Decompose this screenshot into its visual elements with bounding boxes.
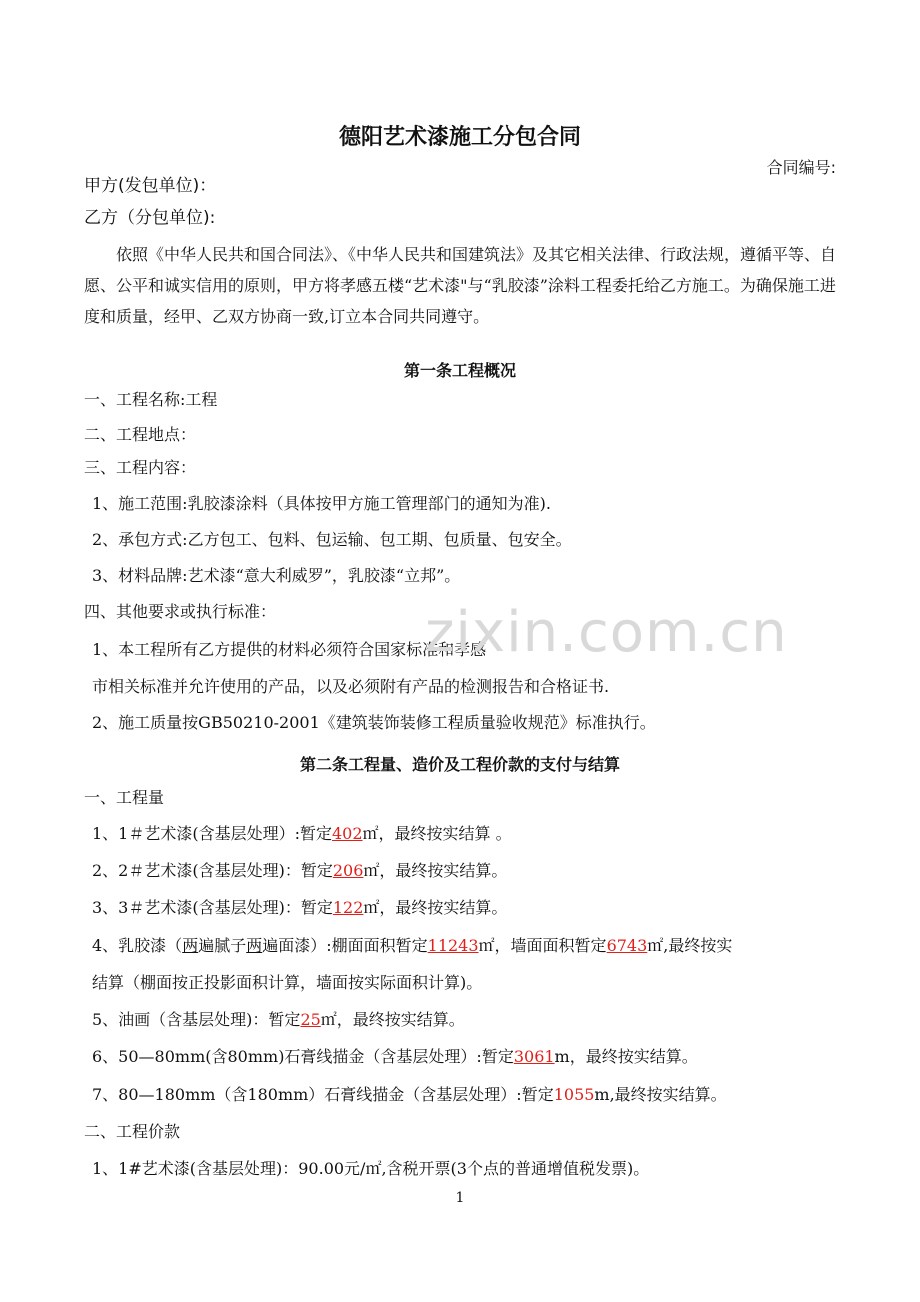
other-requirements: 四、其他要求或执行标准： [84,602,277,621]
quantity-item-4-cont: 结算（棚面按正投影面积计算，墙面按实际面积计算)。 [92,973,483,992]
quantity-item-3: 3、3＃艺术漆(含基层处理)：暂定122㎡，最终按实结算。 [92,898,508,917]
quantity-item-6: 6、50—80mm(含80mm)石膏线描金（含基层处理）:暂定3061m，最终按实结算。 [92,1047,698,1066]
requirement-1-line-1: 1、本工程所有乙方提供的材料必须符合国家标准和孝感 [92,640,487,659]
price-item-1: 1、1#艺术漆(含基层处理)：90.00元/㎡,含税开票(3个点的普通增值税发票)。 [92,1159,650,1178]
project-name: 一、工程名称:工程 [84,390,218,409]
section-2-heading: 第二条工程量、造价及工程价款的支付与结算 [299,755,620,774]
requirement-2: 2、施工质量按GB50210-2001《建筑装饰装修工程质量验收规范》标准执行。 [92,713,656,732]
contract-number-label: 合同编号: [766,158,836,177]
quantity-value: 6743 [606,936,648,955]
section-1-heading: 第一条工程概况 [403,361,516,380]
content-scope: 1、施工范围:乳胶漆涂料（具体按甲方施工管理部门的通知为准). [92,494,551,513]
project-content: 三、工程内容： [84,458,197,477]
intro-paragraph: 依照《中华人民共和国合同法》、《中华人民共和国建筑法》及其它相关法律、行政法规，遵循平等、自愿、公平和诚实信用的原则，甲方将孝感五楼“艺术漆"与“乳胶漆”涂料工程委托给乙方施工。为确保施工进度和质量，经甲、乙双方协商一致,订立本合同共同遵守。 [84,245,837,326]
quantity-item-2: 2、2＃艺术漆(含基层处理)：暂定206㎡，最终按实结算。 [92,861,508,880]
quantity-value: 206 [332,861,364,880]
quantity-item-4: 4、乳胶漆（两遍腻子两遍面漆）:棚面面积暂定11243㎡，墙面面积暂定6743㎡,最终按实 [92,936,733,955]
quantity-item-1: 1、1＃艺术漆(含基层处理）:暂定402㎡，最终按实结算 。 [92,824,512,843]
quantity-value: 25 [300,1010,321,1029]
content-brand: 3、材料品牌:艺术漆“意大利威罗”，乳胶漆“立邦”。 [92,566,461,585]
quantity-value: 402 [332,824,363,843]
party-b: 乙方（分包单位): [84,208,216,228]
quantity-value: 1055 [553,1085,595,1104]
party-a: 甲方(发包单位)： [84,176,217,196]
quantity-item-5: 5、油画（含基层处理)：暂定25㎡，最终按实结算。 [92,1010,465,1029]
quantity-value: 3061 [513,1047,555,1066]
content-contract-mode: 2、承包方式:乙方包工、包料、包运输、包工期、包质量、包安全。 [92,530,572,549]
requirement-1-line-2: 市相关标准并允许使用的产品，以及必须附有产品的检测报告和合格证书. [92,677,610,696]
price-title: 二、工程价款 [84,1122,181,1141]
quantity-value: 11243 [427,936,479,955]
document-title: 德阳艺术漆施工分包合同 [338,125,581,150]
page-number: 1 [455,1190,465,1206]
quantity-value: 122 [332,898,364,917]
quantity-item-7: 7、80—180mm（含180mm）石膏线描金（含基层处理）:暂定1055m,最终按实结算。 [92,1085,727,1104]
watermark: zixin.com.cn [425,600,788,665]
project-location: 二、工程地点： [84,425,197,444]
quantity-title: 一、工程量 [84,788,165,807]
